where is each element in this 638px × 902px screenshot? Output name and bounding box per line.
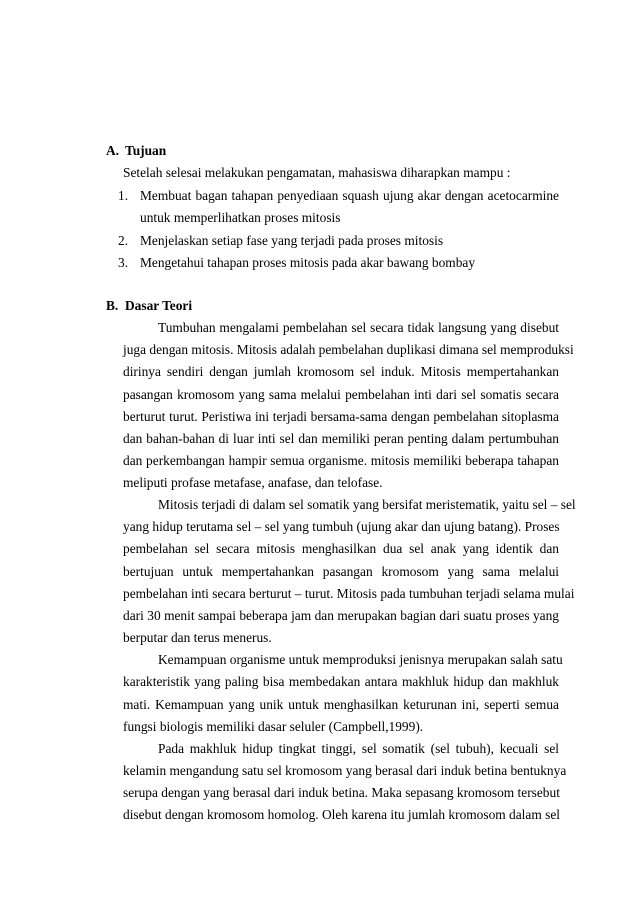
- list-item-continuation: untuk memperlihatkan proses mitosis: [140, 210, 341, 225]
- list-item: [118, 188, 559, 204]
- list-item: [118, 233, 559, 249]
- paragraph-line: juga dengan mitosis. Mitosis adalah pembelahan duplikasi dimana sel memproduksi: [123, 342, 574, 357]
- paragraph-line: berturut turut. Peristiwa ini terjadi bersama-sama dengan pembelahan sitoplasma: [123, 409, 559, 424]
- list-item-text: Mengetahui tahapan proses mitosis pada akar bawang bombay: [140, 255, 476, 270]
- section-a-intro: Setelah selesai melakukan pengamatan, mahasiswa diharapkan mampu :: [123, 165, 511, 180]
- list-item-number: 3.: [118, 255, 129, 270]
- list-item-number: 2.: [118, 233, 129, 248]
- paragraph-line: fungsi biologis memiliki dasar seluler (Campbell,1999).: [123, 719, 424, 734]
- section-a-title: Tujuan: [125, 143, 167, 158]
- list-item-number: 1.: [118, 188, 129, 203]
- paragraph-line: Pada makhluk hidup tingkat tinggi, sel somatik (sel tubuh), kecuali sel: [158, 741, 559, 756]
- list-item-text: Menjelaskan setiap fase yang terjadi pada proses mitosis: [140, 233, 444, 248]
- paragraph-line: mati. Kemampuan yang unik untuk menghasilkan keturunan ini, seperti semua: [123, 697, 559, 712]
- paragraph-line: Tumbuhan mengalami pembelahan sel secara tidak langsung yang disebut: [158, 320, 559, 335]
- paragraph-line: Kemampuan organisme untuk memproduksi jenisnya merupakan salah satu: [158, 652, 563, 667]
- paragraph-line: Mitosis terjadi di dalam sel somatik yang bersifat meristematik, yaitu sel – sel: [158, 497, 576, 512]
- paragraph-line: meliputi profase metafase, anafase, dan telofase.: [123, 475, 383, 490]
- section-b-heading: [106, 298, 192, 314]
- paragraph-line: karakteristik yang paling bisa membedakan antara makhluk hidup dan makhluk: [123, 674, 559, 689]
- paragraph-line: pembelahan inti secara berturut – turut. Mitosis pada tumbuhan terjadi selama mulai: [123, 586, 575, 601]
- paragraph-line: serupa dengan yang berasal dari induk betina. Maka sepasang kromosom tersebut: [123, 785, 560, 800]
- paragraph-line: disebut dengan kromosom homolog. Oleh karena itu jumlah kromosom dalam sel: [123, 807, 560, 822]
- paragraph-line: berputar dan terus menerus.: [123, 630, 272, 645]
- paragraph-line: dan bahan-bahan di luar inti sel dan memiliki peran penting dalam pertumbuhan: [123, 431, 559, 446]
- list-item-text: Membuat bagan tahapan penyediaan squash ujung akar dengan acetocarmine: [140, 188, 559, 203]
- section-a-heading: [106, 143, 166, 159]
- paragraph-line: yang hidup terutama sel – sel yang tumbuh (ujung akar dan ujung batang). Proses: [123, 519, 560, 534]
- list-item: [118, 255, 559, 271]
- paragraph-line: pembelahan sel secara mitosis menghasilkan dua sel anak yang identik dan: [123, 541, 559, 556]
- paragraph-line: dan perkembangan hampir semua organisme. mitosis memiliki beberapa tahapan: [123, 453, 559, 468]
- section-a-letter: A.: [106, 143, 120, 158]
- section-b-letter: B.: [106, 298, 119, 313]
- section-b-title: Dasar Teori: [125, 298, 193, 313]
- paragraph-line: pasangan kromosom yang sama melalui pembelahan inti dari sel somatis secara: [123, 387, 559, 402]
- paragraph-line: dari 30 menit sampai beberapa jam dan merupakan bagian dari suatu proses yang: [123, 608, 559, 623]
- paragraph-line: dirinya sendiri dengan jumlah kromosom sel induk. Mitosis mempertahankan: [123, 364, 559, 379]
- paragraph-line: kelamin mengandung satu sel kromosom yang berasal dari induk betina bentuknya: [123, 763, 567, 778]
- paragraph-line: bertujuan untuk mempertahankan pasangan kromosom yang sama melalui: [123, 564, 559, 579]
